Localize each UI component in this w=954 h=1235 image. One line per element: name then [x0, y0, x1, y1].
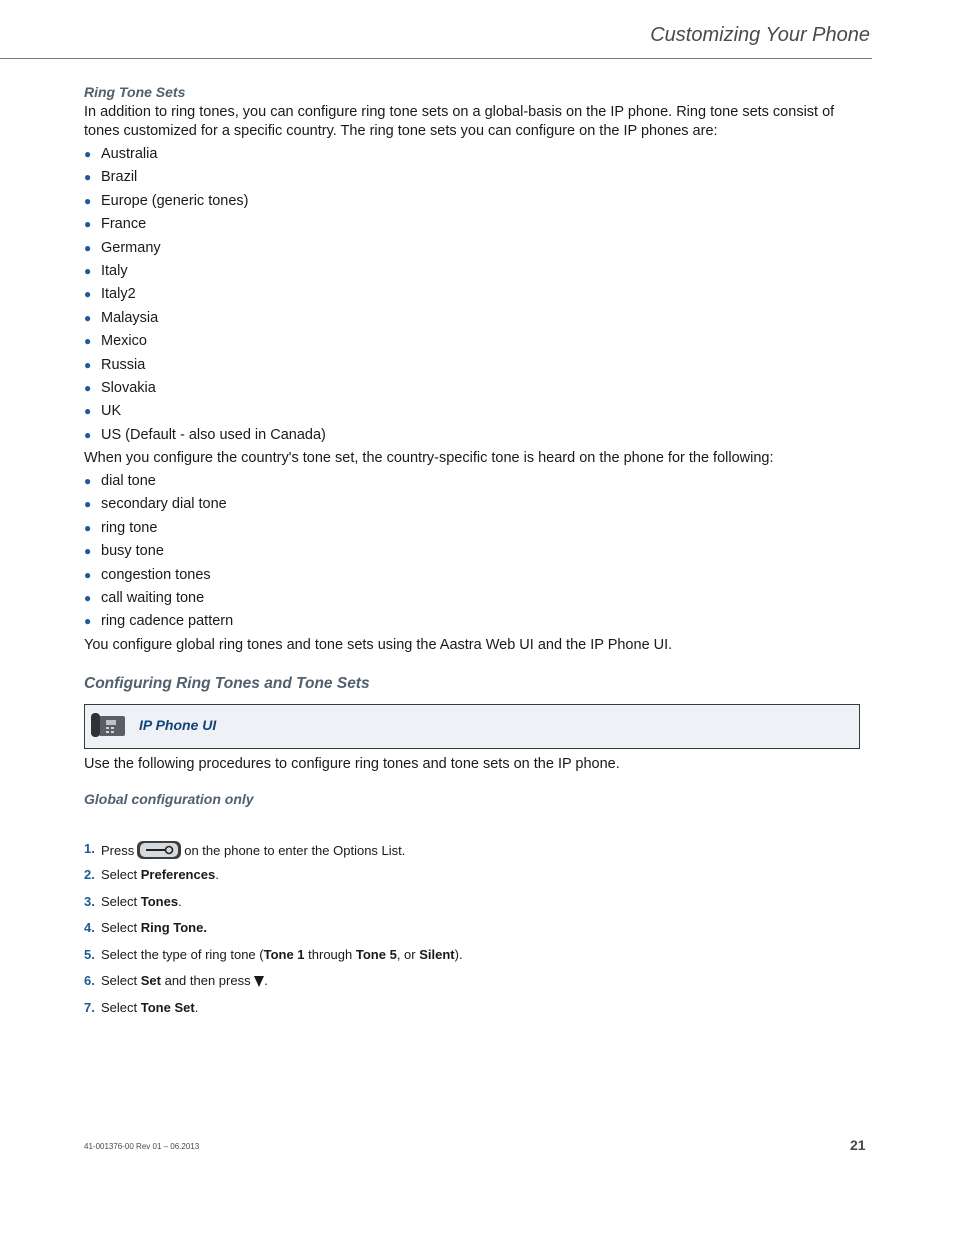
list-item: ● UK — [84, 403, 122, 420]
country-tone-intro: When you configure the country's tone set, the country-specific tone is heard on the phone for the following: — [84, 450, 774, 467]
list-item: ● congestion tones — [84, 566, 211, 583]
bullet-icon: ● — [84, 544, 92, 559]
bullet-icon: ● — [84, 310, 92, 325]
list-item: ● Malaysia — [84, 309, 159, 326]
bullet-icon: ● — [84, 567, 92, 582]
procedure-step: 2. Select Preferences. — [84, 867, 219, 883]
header-rule — [0, 58, 872, 59]
bullet-icon: ● — [84, 404, 92, 419]
list-item: ● secondary dial tone — [84, 496, 227, 513]
header-title: Customizing Your Phone — [650, 24, 870, 46]
bullet-icon: ● — [84, 170, 92, 185]
bullet-icon: ● — [84, 357, 92, 372]
ring-tone-sets-intro: In addition to ring tones, you can configure ring tone sets on a global-basis on the IP phone. Ring tone sets consist of tones customized for a specific country. The ring tone sets you can configure on the IP phones are: — [84, 104, 835, 139]
list-item: ● Italy — [84, 262, 128, 279]
bullet-icon: ● — [84, 147, 92, 161]
global-config-heading: Global configuration only — [84, 790, 254, 807]
bullet-icon: ● — [84, 240, 92, 255]
bullet-icon: ● — [84, 334, 92, 349]
configure-note: You configure global ring tones and tone sets using the Aastra Web UI and the IP Phone UI. — [84, 636, 673, 653]
procedure-step: 5. Select the type of ring tone (Tone 1 through Tone 5, or Silent). — [84, 946, 463, 962]
down-arrow-icon — [254, 974, 264, 991]
bullet-icon: ● — [84, 591, 92, 606]
list-item: ● Russia — [84, 356, 146, 373]
configuring-heading: Configuring Ring Tones and Tone Sets — [84, 674, 370, 692]
ip-phone-ui-box — [84, 704, 860, 749]
footer-doc-id: 41-001376-00 Rev 01 – 06.2013 — [84, 1142, 200, 1151]
bullet-icon: ● — [84, 427, 92, 442]
list-item: ● busy tone — [84, 543, 164, 560]
list-item: ● France — [84, 216, 147, 233]
procedure-step: 6. Select Set and then press . — [84, 972, 868, 999]
procedure-intro: Use the following procedures to configure ring tones and tone sets on the IP phone. — [84, 755, 620, 772]
desk-phone-icon — [90, 711, 128, 746]
options-key-icon — [136, 840, 182, 864]
list-item: ● ring cadence pattern — [84, 613, 234, 630]
list-item: ● call waiting tone — [84, 590, 205, 607]
procedure-step: 3. Select Tones. — [84, 893, 182, 909]
list-item: ● US (Default - also used in Canada) — [84, 426, 326, 443]
bullet-icon: ● — [84, 614, 92, 629]
procedure-step: 1. Press on the phone to enter the Options List. — [84, 840, 868, 867]
bullet-icon: ● — [84, 497, 92, 512]
bullet-icon: ● — [84, 474, 92, 489]
procedure-steps — [84, 840, 868, 1026]
country-list — [84, 145, 868, 449]
procedure-step: 4. Select Ring Tone. — [84, 920, 207, 936]
bullet-icon: ● — [84, 287, 92, 302]
list-item: ● Brazil — [84, 169, 138, 186]
bullet-icon: ● — [84, 520, 92, 535]
page-content — [84, 84, 868, 1025]
bullet-icon: ● — [84, 380, 92, 395]
bullet-icon: ● — [84, 193, 92, 208]
bullet-icon: ● — [84, 263, 92, 278]
page-number: 21 — [850, 1137, 866, 1153]
list-item: ● Slovakia — [84, 379, 156, 396]
list-item: ● ring tone — [84, 519, 158, 536]
bullet-icon: ● — [84, 217, 92, 232]
list-item: ● Mexico — [84, 333, 147, 350]
list-item: ● dial tone — [84, 473, 156, 490]
list-item: ● Australia — [84, 146, 158, 162]
ring-tone-sets-heading: Ring Tone Sets — [84, 84, 186, 100]
list-item: ● Italy2 — [84, 286, 136, 303]
ip-phone-ui-label: IP Phone UI — [139, 716, 217, 733]
list-item: ● Germany — [84, 239, 161, 256]
tone-list — [84, 472, 868, 636]
procedure-step: 7. Select Tone Set. — [84, 999, 199, 1015]
list-item: ● Europe (generic tones) — [84, 192, 249, 209]
